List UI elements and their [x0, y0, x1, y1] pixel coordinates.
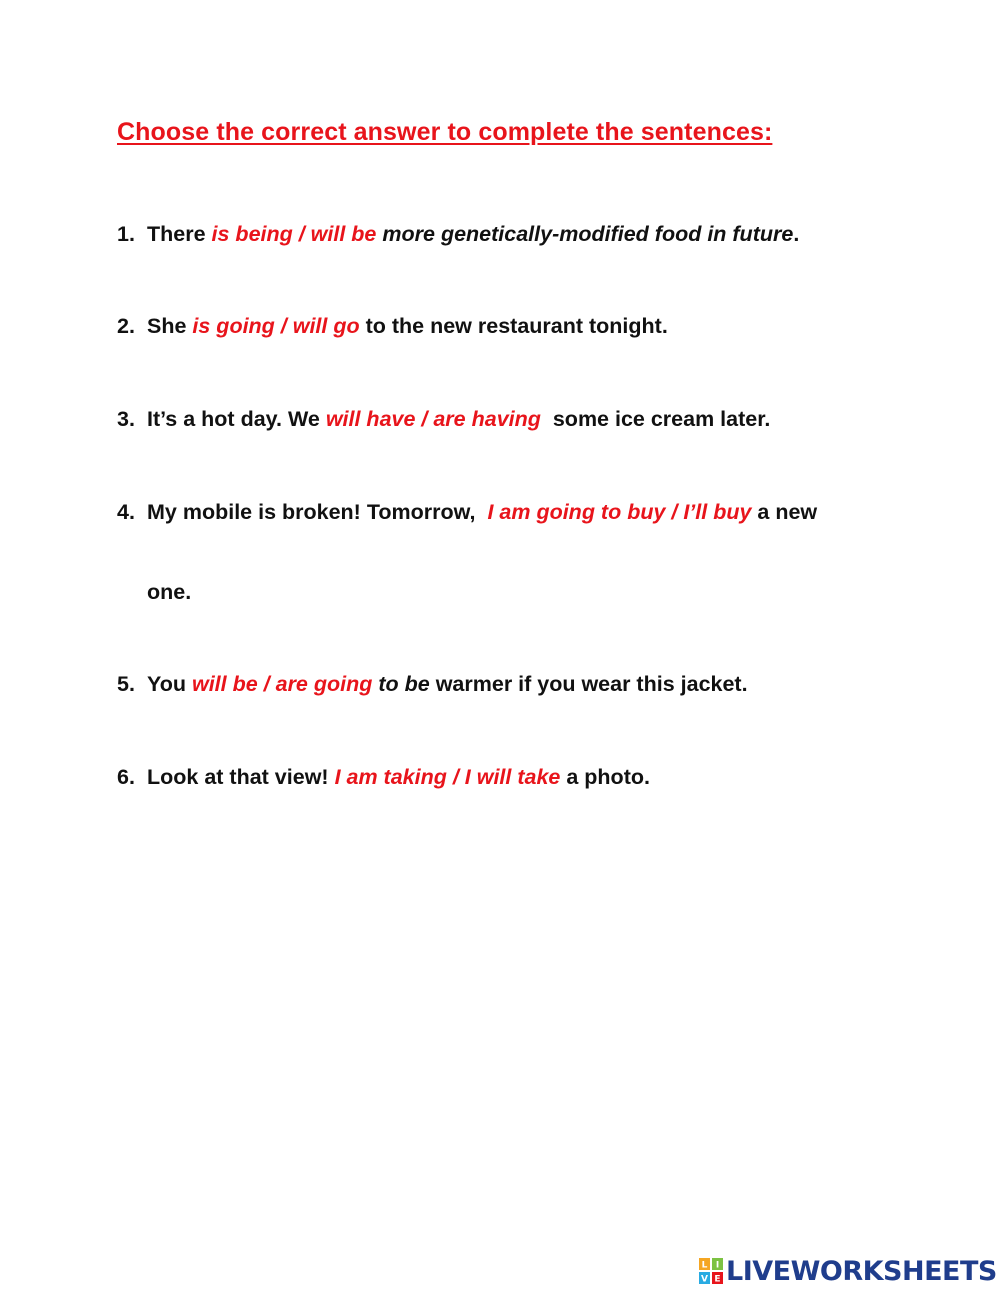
page-title: Choose the correct answer to complete the sentences: [117, 118, 773, 146]
question-number: 3. [117, 407, 135, 431]
sentence-start: My mobile is broken! Tomorrow, [147, 500, 488, 524]
question-number: 4. [117, 500, 135, 524]
question-number: 1. [117, 222, 135, 246]
sentence-italic: more genetically-modified food in future [382, 222, 794, 246]
question-text [147, 500, 897, 525]
sentence-end: a photo. [560, 765, 650, 789]
sentence-italic: to be [378, 672, 430, 696]
question-text [147, 222, 897, 247]
answer-options[interactable]: I am taking / I will take [334, 765, 561, 789]
sentence-continuation: one. [147, 580, 192, 604]
sentence-end: . [793, 222, 800, 246]
question-text [147, 672, 897, 697]
logo-mark-letter: E [714, 1274, 721, 1284]
question-text [147, 407, 897, 432]
question-text [147, 314, 897, 339]
logo-mark-icon [699, 1258, 723, 1284]
logo-text: LIVEWORKSHEETS [726, 1255, 997, 1287]
question-number: 5. [117, 672, 135, 696]
sentence-start: It’s a hot day. We [147, 407, 326, 431]
question-4 [117, 500, 897, 605]
sentence-start: There [147, 222, 212, 246]
question-1 [117, 222, 897, 247]
sentence-start: You [147, 672, 192, 696]
answer-options[interactable]: is going / will go [192, 314, 360, 338]
logo-mark-letter: V [701, 1274, 708, 1284]
question-6 [117, 765, 897, 790]
answer-options[interactable]: I am going to buy / I’ll buy [487, 500, 752, 524]
question-text [147, 765, 897, 790]
answer-options[interactable]: is being / will be [211, 222, 377, 246]
logo-mark-letter: I [715, 1260, 720, 1271]
answer-options[interactable]: will be / are going [191, 672, 373, 696]
sentence-start: Look at that view! [147, 765, 335, 789]
sentence-end: some ice cream later. [540, 407, 771, 431]
answer-options[interactable]: will have / are having [325, 407, 541, 431]
sentence-end: to the new restaurant tonight. [359, 314, 668, 338]
question-number: 2. [117, 314, 135, 338]
sentence-end: warmer if you wear this jacket. [429, 672, 748, 696]
sentence-start: She [147, 314, 193, 338]
sentence-end: a new [751, 500, 818, 524]
question-3 [117, 407, 897, 432]
question-number: 6. [117, 765, 135, 789]
logo-mark-letter: L [701, 1260, 708, 1271]
question-5 [117, 672, 897, 697]
question-2 [117, 314, 897, 339]
liveworksheets-logo[interactable] [699, 1256, 997, 1286]
